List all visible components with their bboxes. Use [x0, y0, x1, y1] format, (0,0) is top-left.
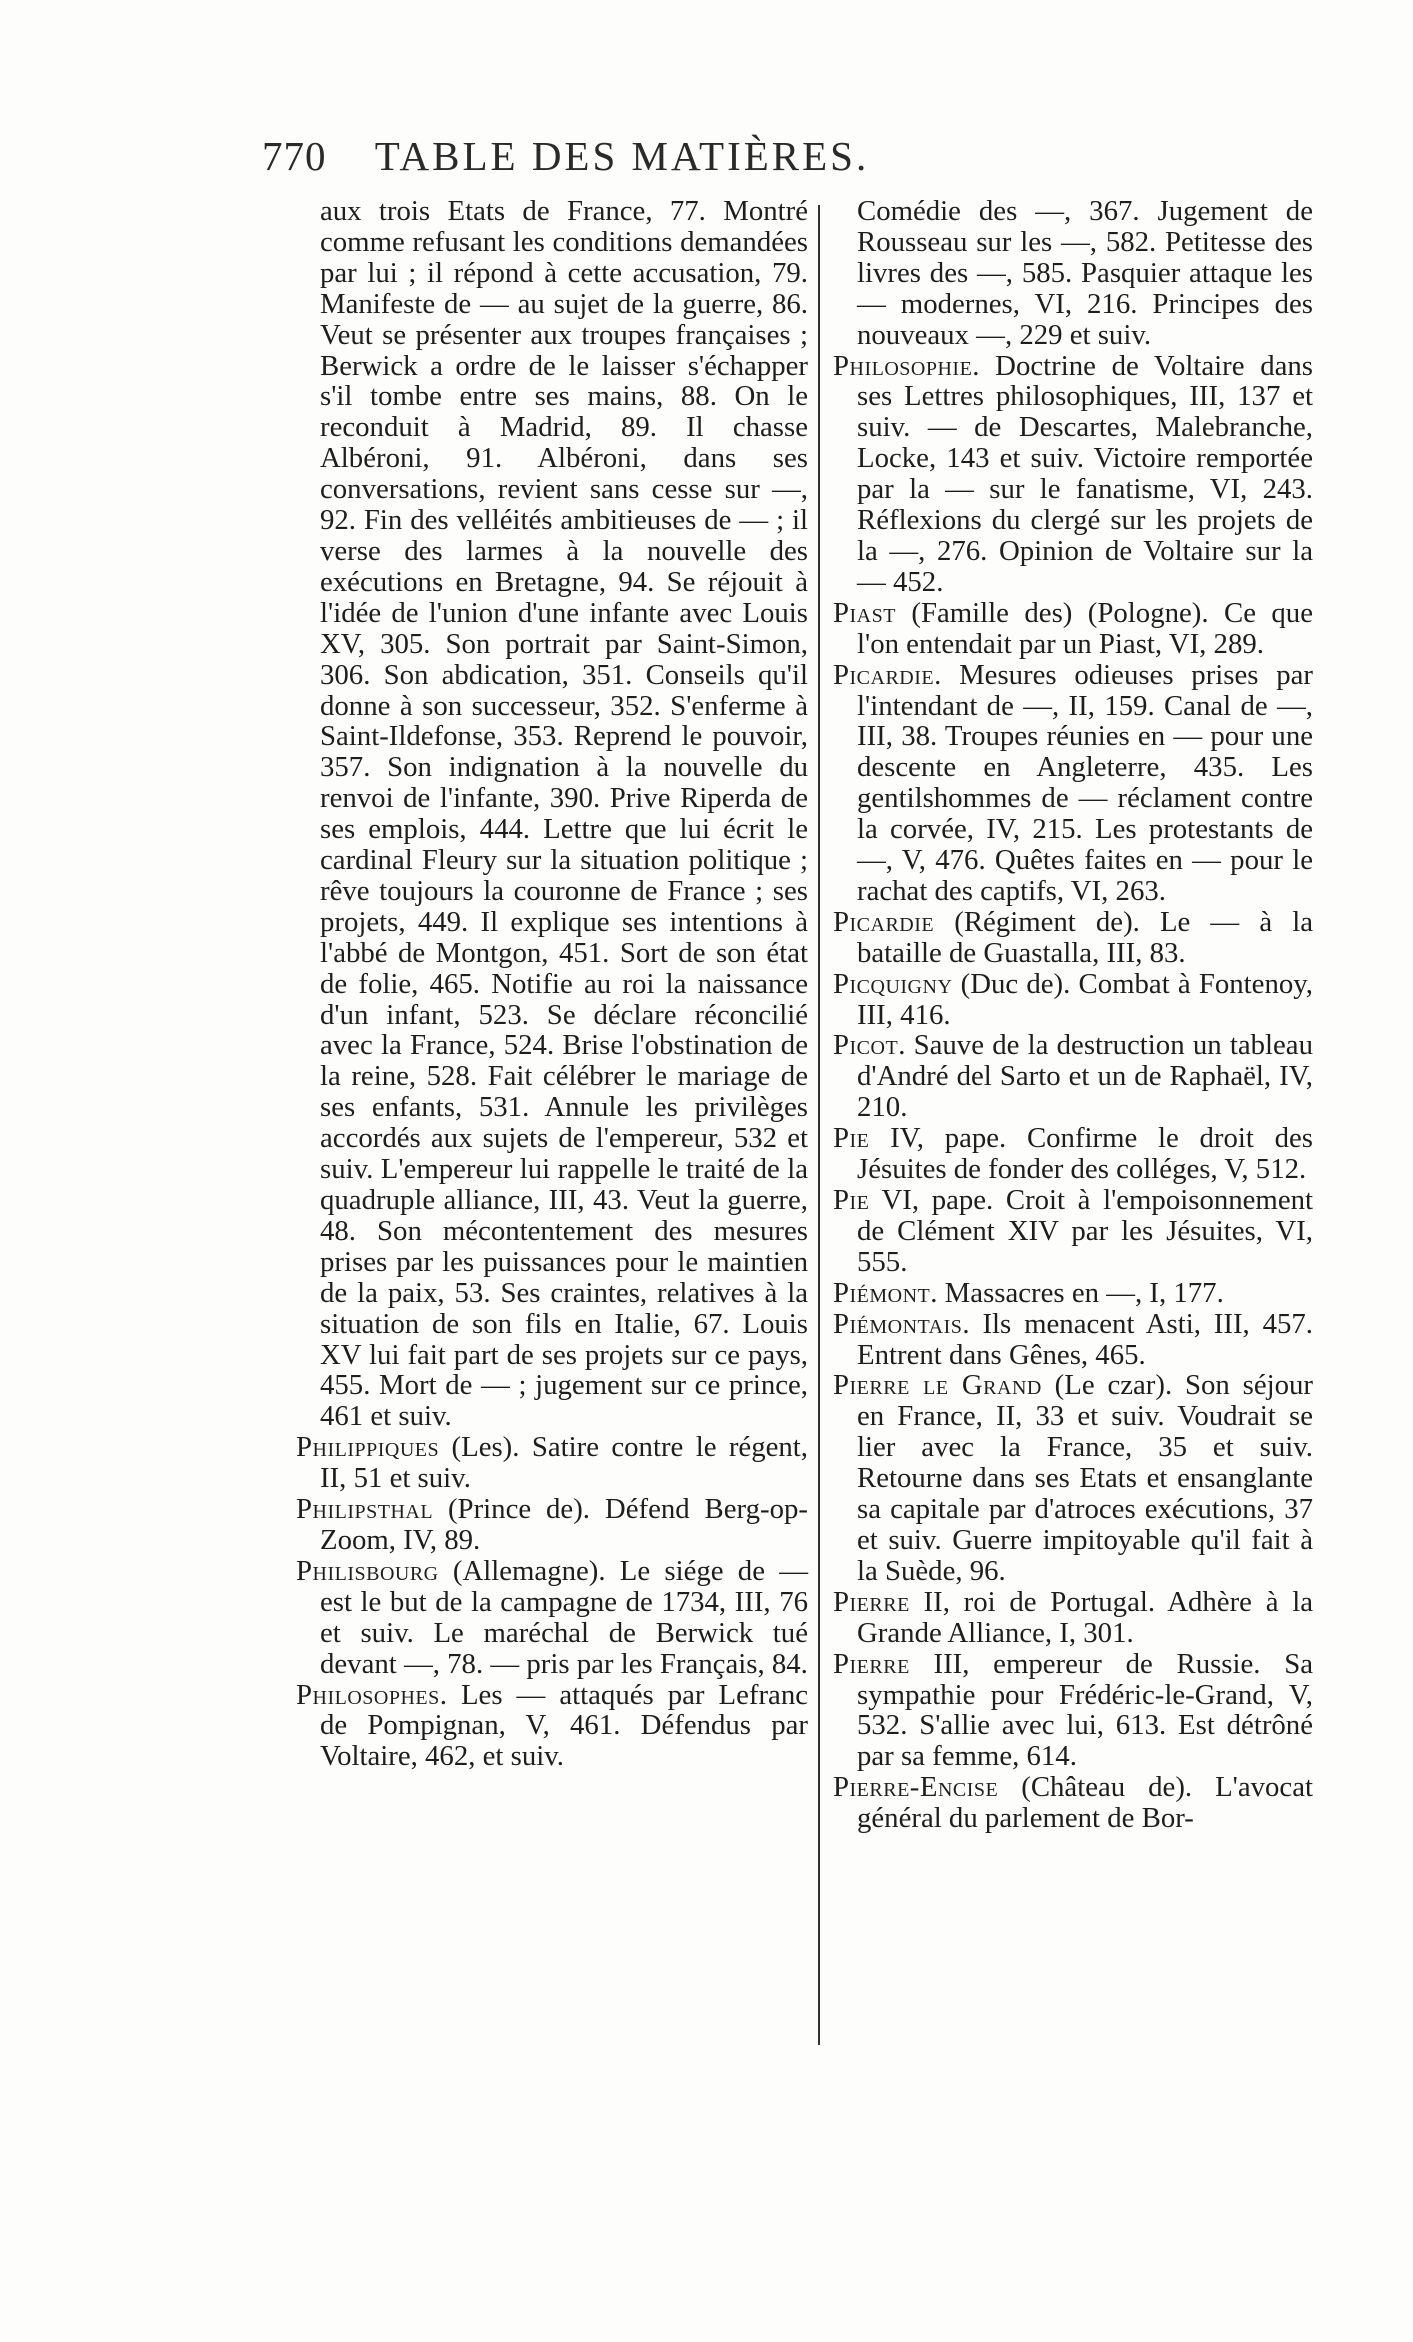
entry-text: (Duc de). Combat à Fontenoy, III, 416. [857, 967, 1313, 1031]
entry-text: . Doctrine de Voltaire dans ses Lettres philosophiques, III, 137 et suiv. — de Descartes, Malebranche, Locke, 143 et suiv. Victoire remportée par la — sur le fanatisme, VI, 243. Réflexions du clergé sur les projets de la —, 276. Opinion de Voltaire sur la — 452. [857, 349, 1313, 598]
page-header [262, 132, 982, 182]
entry-heading: Picquigny [833, 967, 953, 1000]
entry-text: (Les). Satire contre le régent, II, 51 et suiv. [320, 1431, 808, 1495]
entry-heading: Pie [833, 1184, 870, 1216]
running-title: TABLE DES MATIÈRES. [374, 133, 870, 179]
entry-text: (Famille des) (Pologne). Ce que l'on entendait par un Piast, VI, 289. [857, 596, 1313, 660]
right-column [833, 196, 1313, 1834]
entry-text: III, empereur de Russie. Sa sympathie pour Frédéric-le-Grand, V, 532. S'allie avec lui, 613. Est détrôné par sa femme, 614. [857, 1647, 1313, 1773]
index-entry [833, 1309, 1313, 1371]
entry-heading: Philosophie [833, 349, 973, 382]
entry-heading: Piast [833, 596, 896, 629]
entry-text: (Allemagne). Le siége de — est le but de la campagne de 1734, III, 76 et suiv. Le maréchal de Berwick tué devant —, 78. — pris par les Français, 84. [320, 1554, 808, 1680]
entry-heading: Pierre [833, 1585, 910, 1618]
entry-text: Comédie des —, 367. Jugement de Rousseau sur les —, 582. Petitesse des livres des —, 585. Pasquier attaque les — modernes, VI, 216. Principes des nouveaux —, 229 et suiv. [857, 195, 1313, 351]
entry-heading: Pierre-Encise [833, 1771, 999, 1804]
entry-text: IV, pape. Confirme le droit des Jésuites de fonder des colléges, V, 512. [857, 1122, 1313, 1186]
index-entry [833, 907, 1313, 969]
entry-heading: Pierre le Grand [833, 1369, 1042, 1402]
entry-text: II, roi de Portugal. Adhère à la Grande Alliance, I, 301. [857, 1585, 1313, 1649]
index-entry [833, 351, 1313, 598]
continued-entry [833, 196, 1313, 351]
index-entry [833, 1123, 1313, 1185]
index-entry [296, 1432, 808, 1494]
entry-heading: Picot [833, 1029, 899, 1062]
entry-heading: Philipsthal [296, 1493, 434, 1526]
index-entry [296, 1680, 808, 1773]
index-entry [833, 1030, 1313, 1123]
index-entry [833, 1278, 1313, 1309]
entry-heading: Philosophes [296, 1678, 440, 1711]
index-entry [833, 1587, 1313, 1649]
entry-text: (Château de). L'avocat général du parlement de Bor- [857, 1771, 1313, 1835]
entry-heading: Philippiques [296, 1431, 440, 1464]
entry-text: (Régiment de). Le — à la bataille de Guastalla, III, 83. [857, 905, 1313, 969]
entry-text: . Massacres en —, I, 177. [930, 1276, 1224, 1309]
index-entry [833, 1185, 1313, 1278]
entry-text: (Prince de). Défend Berg-op-Zoom, IV, 89. [320, 1493, 808, 1556]
entry-text: aux trois Etats de France, 77. Montré comme refusant les conditions demandées par lui ; il répond à cette accusation, 79. Manifeste de — au sujet de la guerre, 86. Veut se présenter aux troupes françaises ; Berwick a ordre de le laisser s'échapper s'il tombe entre ses mains, 88. On le reconduit à Madrid, 89. Il chasse Albéroni, 91. Albéroni, dans ses conversations, revient sans cesse sur —, 92. Fin des velléités ambitieuses de — ; il verse des larmes à la nouvelle des exécutions en Bretagne, 94. Se réjouit à l'idée de l'union d'une infante avec Louis XV, 305. Son portrait par Saint-Simon, 306. Son abdication, 351. Conseils qu'il donne à son successeur, 352. S'enferme à Saint-Ildefonse, 353. Reprend le pouvoir, 357. Son indignation à la nouvelle du renvoi de l'infante, 390. Prive Riperda de ses emplois, 444. Lettre que lui écrit le cardinal Fleury sur la situation politique ; rêve toujours la couronne de France ; ses projets, 449. Il explique ses intentions à l'abbé de Montgon, 451. Sort de son état de folie, 465. Notifie au roi la naissance d'un infant, 523. Se déclare réconcilié avec la France, 524. Brise l'obstination de la reine, 528. Fait célébrer le mariage de ses enfants, 531. Annule les privilèges accordés aux sujets de l'empereur, 532 et suiv. L'empereur lui rappelle le traité de la quadruple alliance, III, 43. Veut la guerre, 48. Son mécontentement des mesures prises par les puissances pour le maintien de la paix, 53. Ses craintes, relatives à la situation de son fils en Italie, 67. Louis XV lui fait part de ses projets sur ce pays, 455. Mort de — ; jugement sur ce prince, 461 et suiv. [320, 195, 808, 1433]
index-entry [833, 1772, 1313, 1834]
index-entry [296, 1556, 808, 1680]
left-column [296, 196, 808, 1772]
entry-heading: Picardie [833, 658, 935, 691]
entry-heading: Philisbourg [296, 1554, 439, 1587]
index-entry [833, 1370, 1313, 1586]
entry-heading: Picardie [833, 905, 935, 938]
continued-entry [296, 196, 808, 1432]
index-entry [296, 1494, 808, 1556]
entry-text: . Mesures odieuses prises par l'intendant de —, II, 159. Canal de —, III, 38. Troupes réunies en — pour une descente en Angleterre, 435. Les gentilshommes de — réclament contre la corvée, IV, 215. Les protestants de —, V, 476. Quêtes faites en — pour le rachat des captifs, VI, 263. [857, 658, 1313, 907]
index-entry [833, 1649, 1313, 1773]
entry-heading: Piémontais [833, 1307, 963, 1340]
index-entry [833, 969, 1313, 1031]
entry-heading: Pierre [833, 1647, 910, 1680]
entry-text: VI, pape. Croit à l'empoisonnement de Clément XIV par les Jésuites, VI, 555. [857, 1184, 1313, 1278]
entry-heading: Piémont [833, 1276, 931, 1309]
entry-text: . Ils menacent Asti, III, 457. Entrent dans Gênes, 465. [857, 1307, 1313, 1371]
index-entry [833, 598, 1313, 660]
column-divider [818, 205, 820, 2045]
page-number: 770 [262, 133, 327, 179]
entry-text: (Le czar). Son séjour en France, II, 33 et suiv. Voudrait se lier avec la France, 35 et suiv. Retourne dans ses Etats et ensanglante sa capitale par d'atroces exécutions, 37 et suiv. Guerre impitoyable qu'il fait à la Suède, 96. [857, 1369, 1314, 1587]
entry-text: . Les — attaqués par Lefranc de Pompignan, V, 461. Défendus par Voltaire, 462, et suiv. [320, 1678, 808, 1773]
entry-text: . Sauve de la destruction un tableau d'André del Sarto et un de Raphaël, IV, 210. [857, 1029, 1313, 1124]
index-entry [833, 660, 1313, 907]
entry-heading: Pie [833, 1122, 870, 1155]
